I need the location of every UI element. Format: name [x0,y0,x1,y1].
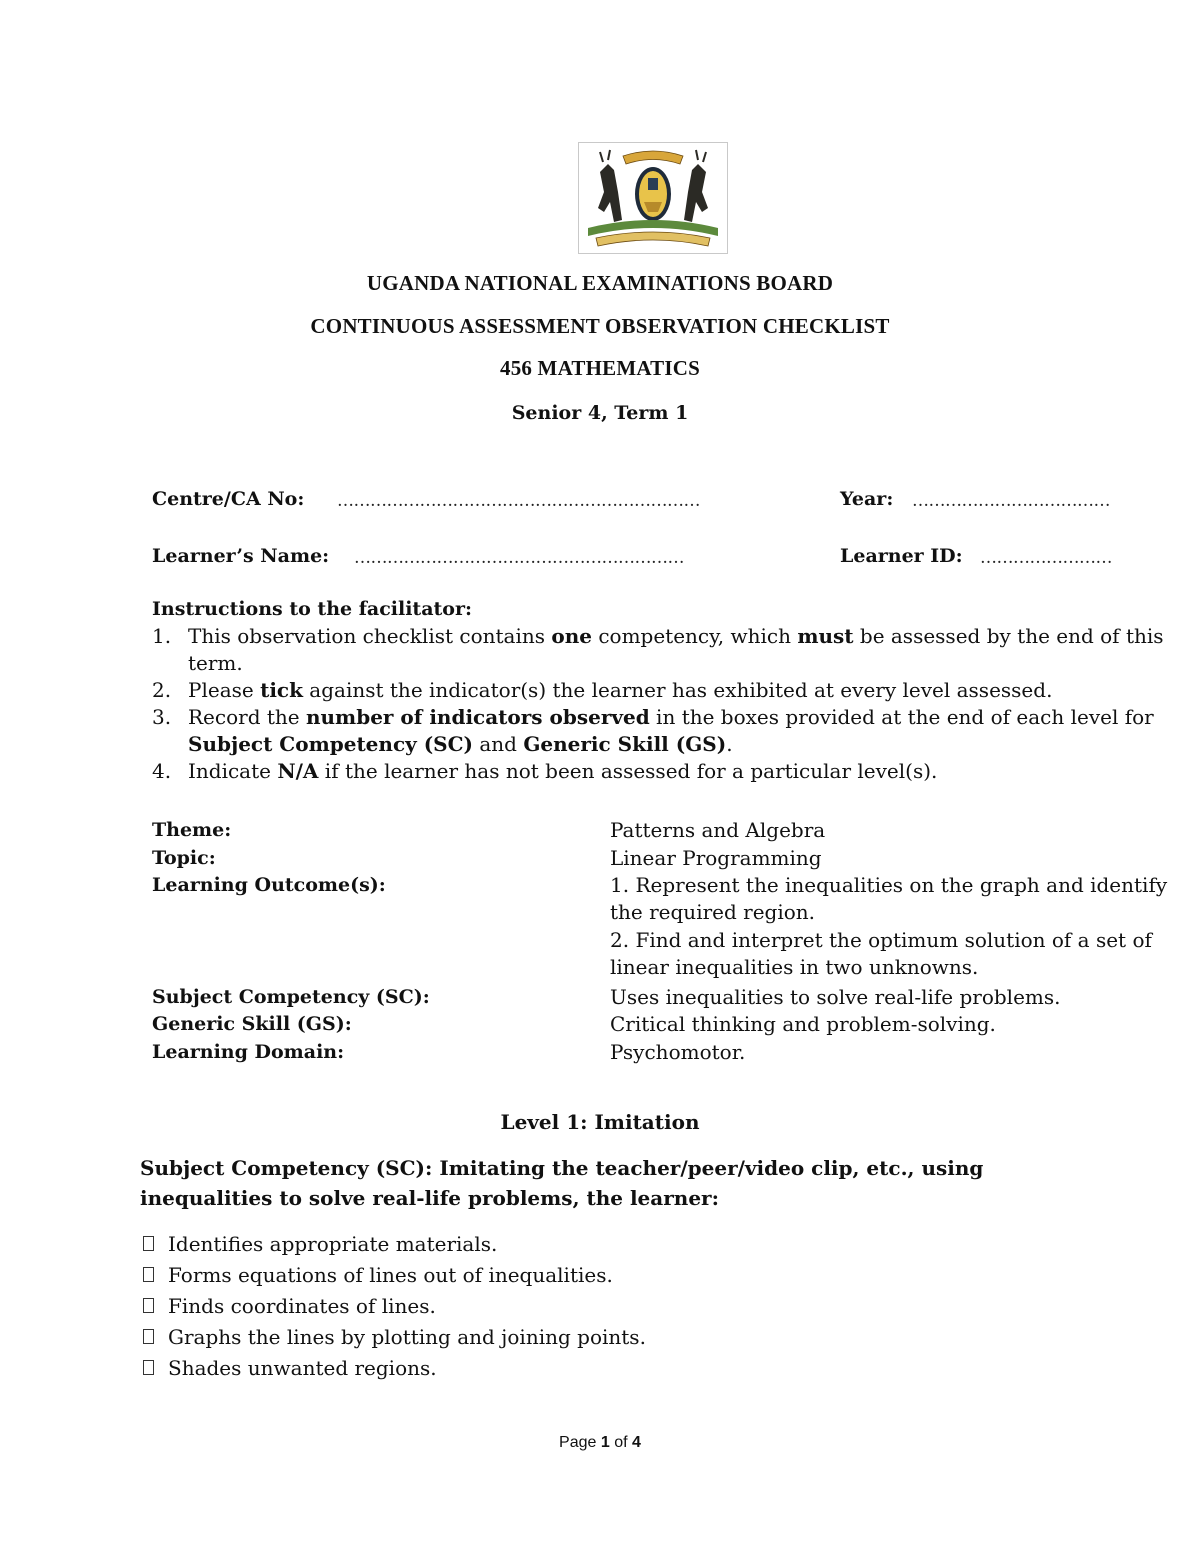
instruction-text: Please [188,678,261,702]
instruction-number: 4. [152,759,172,783]
instructions-list [152,623,1172,785]
page-footer [0,1434,1200,1452]
indicator-item [140,1290,1100,1321]
instruction-text: Indicate [188,759,278,783]
class-term: Senior 4, Term 1 [511,402,689,424]
instruction-text: against the indicator(s) the learner has exhibited at every level assessed. [302,678,1053,702]
page-total: 4 [632,1434,641,1451]
outcome-1: 1. Represent the inequalities on the graph and identify the required region. [610,873,1168,924]
instruction-text: and [473,732,524,756]
indicator-text: Identifies appropriate materials. [168,1231,498,1256]
topic-value: Linear Programming [610,846,822,870]
indicator-text: Shades unwanted regions. [168,1355,437,1380]
instructions-heading: Instructions to the facilitator: [152,598,472,620]
theme-label: Theme: [152,819,232,841]
coat-of-arms-logo [578,142,728,254]
instruction-text: in the boxes provided at the end of each level for [649,705,1154,729]
domain-label: Learning Domain: [152,1041,345,1063]
indicator-item [140,1352,1100,1383]
board-title: UGANDA NATIONAL EXAMINATIONS BOARD [366,271,834,295]
indicator-text: Forms equations of lines out of inequalities. [168,1262,613,1287]
instruction-item [152,623,1172,677]
instruction-emphasis: Subject Competency (SC) [188,732,473,756]
instruction-emphasis: one [551,624,592,648]
of-word: of [614,1434,628,1451]
instruction-item [152,704,1172,758]
outcome-2: 2. Find and interpret the optimum solution of a set of linear inequalities in two unknowns. [610,928,1152,979]
outcomes-label: Learning Outcome(s): [152,874,386,896]
learner-id-label: Learner ID: [840,545,963,567]
indicator-item [140,1228,1100,1259]
instruction-text: be assessed by the end of this term. [188,624,1164,675]
indicator-text: Finds coordinates of lines. [168,1293,436,1318]
page-number: 1 [600,1434,610,1451]
checkbox-icon[interactable] [143,1236,154,1251]
checkbox-icon[interactable] [143,1298,154,1313]
instruction-text: This observation checklist contains [188,624,552,648]
instruction-emphasis: number of indicators observed [305,705,650,729]
coat-of-arms-icon [578,142,728,254]
instruction-item [152,758,1172,785]
instruction-emphasis: Generic Skill (GS) [523,732,727,756]
year-label: Year: [840,488,894,510]
instruction-emphasis: must [797,624,854,648]
topic-label: Topic: [152,847,216,869]
instruction-number: 2. [152,678,172,702]
checklist-title: CONTINUOUS ASSESSMENT OBSERVATION CHECKLIST [310,314,890,338]
indicator-item [140,1321,1100,1352]
instruction-number: 1. [152,624,172,648]
checkbox-icon[interactable] [143,1267,154,1282]
checkbox-icon[interactable] [143,1360,154,1375]
learner-name-field[interactable]: …………………………………………………… [354,548,684,568]
level-1-heading: Level 1: Imitation [500,1110,700,1134]
instruction-text: Record the [188,705,306,729]
checkbox-icon[interactable] [143,1329,154,1344]
subject-title: 456 MATHEMATICS [500,356,700,380]
instruction-emphasis: N/A [277,759,319,783]
instruction-item [152,677,1172,704]
domain-value: Psychomotor. [610,1040,746,1064]
instruction-number: 3. [152,705,172,729]
theme-value: Patterns and Algebra [610,818,826,842]
instruction-text: competency, which [591,624,798,648]
page-word: Page [559,1434,597,1451]
year-field[interactable]: ……………………………… [912,491,1110,511]
gs-label: Generic Skill (GS): [152,1013,352,1035]
sc-value: Uses inequalities to solve real-life problems. [610,985,1061,1009]
level-1-sc-heading: Subject Competency (SC): Imitating the teacher/peer/video clip, etc., using inequalities to solve real-life problems, the learner: [140,1156,984,1210]
learner-name-label: Learner’s Name: [152,545,330,567]
centre-field[interactable]: ………………………………………………………… [337,491,700,511]
sc-label: Subject Competency (SC): [152,986,430,1008]
centre-label: Centre/CA No: [152,488,305,510]
indicator-item [140,1259,1100,1290]
indicator-list [140,1228,1100,1383]
gs-value: Critical thinking and problem-solving. [610,1012,996,1036]
indicator-text: Graphs the lines by plotting and joining points. [168,1324,646,1349]
instruction-emphasis: tick [260,678,303,702]
learner-id-field[interactable]: …………………… [980,548,1112,568]
instruction-text: . [726,732,733,756]
instruction-text: if the learner has not been assessed for a particular level(s). [318,759,938,783]
